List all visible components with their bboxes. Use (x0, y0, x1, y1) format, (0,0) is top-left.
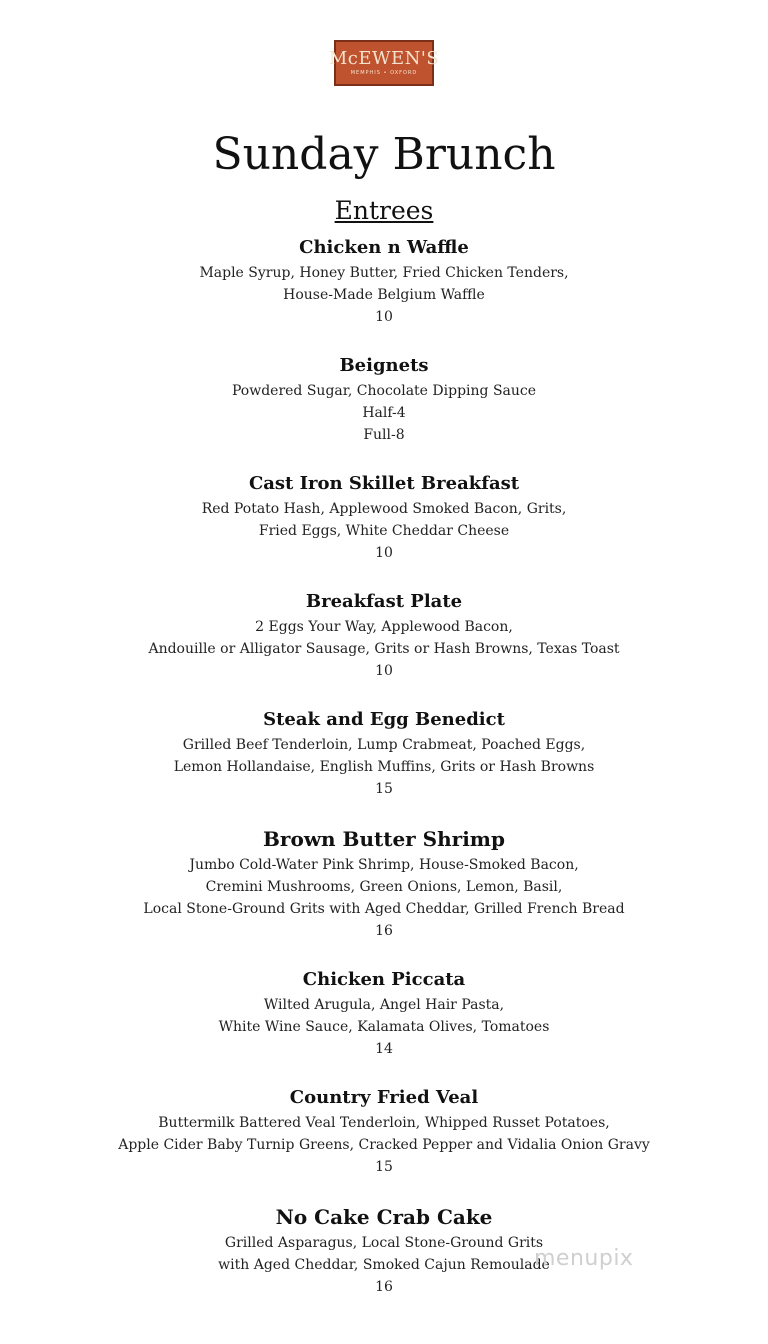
menu-item-description: Lemon Hollandaise, English Muffins, Grits or Hash Browns (173, 759, 595, 775)
menu-item-description: Red Potato Hash, Applewood Smoked Bacon, Grits, (201, 501, 567, 517)
menu-item-name: Beignets (339, 355, 429, 376)
menu-item (0, 234, 768, 328)
menu-item (0, 966, 768, 1060)
menu-item-price: Half-4 (362, 405, 406, 421)
menu-item-description: Grilled Asparagus, Local Stone-Ground Grits (224, 1235, 544, 1251)
menu-item-price: 10 (375, 663, 393, 679)
menu-item-description: Wilted Arugula, Angel Hair Pasta, (263, 997, 505, 1013)
menu-item-name: Country Fried Veal (289, 1087, 479, 1108)
menu-item-name: Chicken n Waffle (299, 237, 469, 258)
menu-item-description: Andouille or Alligator Sausage, Grits or Hash Browns, Texas Toast (148, 641, 620, 657)
menu-item-price: 15 (375, 1159, 393, 1175)
menu-item-description: Buttermilk Battered Veal Tenderloin, Whipped Russet Potatoes, (158, 1115, 610, 1131)
menu-item-name: No Cake Crab Cake (275, 1205, 493, 1229)
menu-list (0, 234, 768, 1322)
logo-name: McEWEN'S (328, 48, 440, 69)
menu-item-price: 10 (375, 309, 393, 325)
menu-item-description: Apple Cider Baby Turnip Greens, Cracked Pepper and Vidalia Onion Gravy (118, 1137, 650, 1153)
menu-item-price: 16 (375, 1279, 393, 1295)
menu-item-description: Local Stone-Ground Grits with Aged Cheddar, Grilled French Bread (143, 901, 625, 917)
restaurant-logo (328, 40, 440, 86)
menu-item-description: Maple Syrup, Honey Butter, Fried Chicken Tenders, (199, 265, 569, 281)
menu-item-description: Grilled Beef Tenderloin, Lump Crabmeat, Poached Eggs, (182, 737, 586, 753)
menu-item (0, 588, 768, 682)
menu-item-name: Cast Iron Skillet Breakfast (248, 473, 520, 494)
menu-item-price: 10 (375, 545, 393, 561)
menu-item (0, 1202, 768, 1298)
menu-item-description: House-Made Belgium Waffle (283, 287, 485, 303)
menu-item-name: Steak and Egg Benedict (263, 709, 505, 730)
menu-item-price: 16 (375, 923, 393, 939)
menu-item (0, 824, 768, 942)
menu-item (0, 352, 768, 446)
menu-item-price: Full-8 (363, 427, 405, 443)
menu-item-description: Cremini Mushrooms, Green Onions, Lemon, Basil, (205, 879, 563, 895)
menu-item-description: White Wine Sauce, Kalamata Olives, Tomatoes (218, 1019, 550, 1035)
menu-item-description: Powdered Sugar, Chocolate Dipping Sauce (231, 383, 537, 399)
menu-item-name: Breakfast Plate (305, 591, 463, 612)
section-title: Entrees (334, 196, 434, 225)
watermark: menupix (534, 1246, 634, 1271)
menu-item-price: 15 (375, 781, 393, 797)
page-title: Sunday Brunch (212, 129, 556, 181)
menu-item (0, 470, 768, 564)
menu-item (0, 706, 768, 800)
menu-item-name: Brown Butter Shrimp (263, 827, 505, 851)
menu-item-name: Chicken Piccata (302, 969, 466, 990)
menu-item-description: with Aged Cheddar, Smoked Cajun Remoulade (218, 1257, 550, 1273)
logo-subtitle: MEMPHIS • OXFORD (350, 70, 418, 76)
menu-item-description: Fried Eggs, White Cheddar Cheese (258, 523, 510, 539)
menu-item (0, 1084, 768, 1178)
menu-item-description: Jumbo Cold-Water Pink Shrimp, House-Smoked Bacon, (189, 857, 579, 873)
menu-item-price: 14 (375, 1041, 393, 1057)
menu-item-description: 2 Eggs Your Way, Applewood Bacon, (255, 619, 513, 635)
